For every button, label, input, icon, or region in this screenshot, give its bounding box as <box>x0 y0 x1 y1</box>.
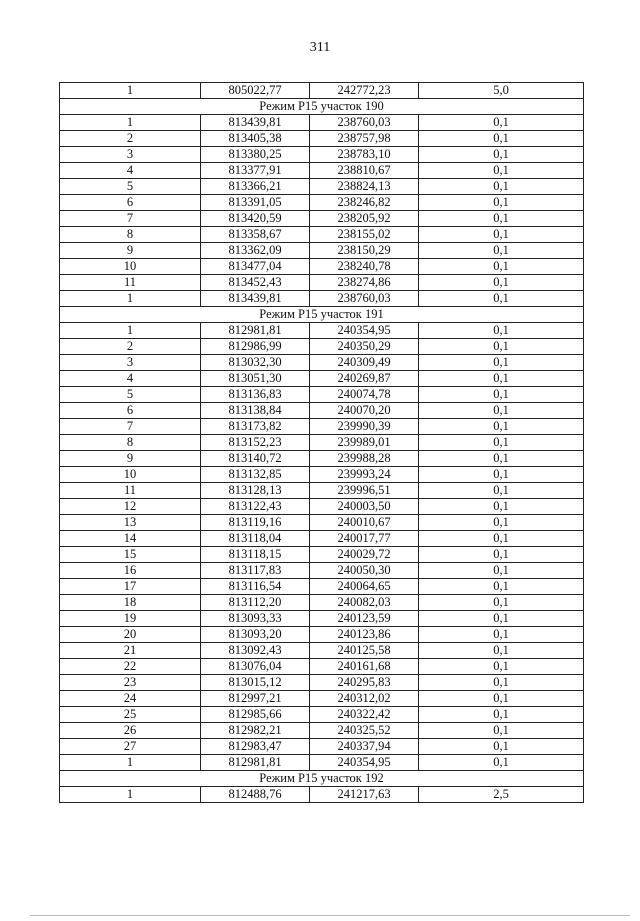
x-coordinate-cell: 813439,81 <box>201 291 310 307</box>
section-title: Режим Р15 участок 191 <box>60 307 584 323</box>
x-coordinate-cell: 813116,54 <box>201 579 310 595</box>
point-number-cell: 7 <box>60 419 201 435</box>
y-coordinate-cell: 240123,59 <box>310 611 419 627</box>
y-coordinate-cell: 240010,67 <box>310 515 419 531</box>
x-coordinate-cell: 813015,12 <box>201 675 310 691</box>
x-coordinate-cell: 813152,23 <box>201 435 310 451</box>
y-coordinate-cell: 238757,98 <box>310 131 419 147</box>
value-cell: 0,1 <box>419 643 584 659</box>
section-header-row <box>60 307 584 323</box>
value-cell: 0,1 <box>419 691 584 707</box>
x-coordinate-cell: 812983,47 <box>201 739 310 755</box>
point-number-cell: 11 <box>60 483 201 499</box>
value-cell: 0,1 <box>419 675 584 691</box>
point-number-cell: 23 <box>60 675 201 691</box>
y-coordinate-cell: 240074,78 <box>310 387 419 403</box>
y-coordinate-cell: 238150,29 <box>310 243 419 259</box>
y-coordinate-cell: 240003,50 <box>310 499 419 515</box>
value-cell: 0,1 <box>419 595 584 611</box>
point-number-cell: 6 <box>60 195 201 211</box>
value-cell: 0,1 <box>419 419 584 435</box>
point-number-cell: 9 <box>60 243 201 259</box>
value-cell: 0,1 <box>419 403 584 419</box>
value-cell: 0,1 <box>419 515 584 531</box>
section-header-row <box>60 771 584 787</box>
point-number-cell: 8 <box>60 435 201 451</box>
x-coordinate-cell: 813076,04 <box>201 659 310 675</box>
x-coordinate-cell: 812982,21 <box>201 723 310 739</box>
y-coordinate-cell: 238246,82 <box>310 195 419 211</box>
value-cell: 0,1 <box>419 211 584 227</box>
point-number-cell: 15 <box>60 547 201 563</box>
point-number-cell: 1 <box>60 83 201 99</box>
x-coordinate-cell: 813092,43 <box>201 643 310 659</box>
y-coordinate-cell: 239990,39 <box>310 419 419 435</box>
point-number-cell: 1 <box>60 291 201 307</box>
point-number-cell: 12 <box>60 499 201 515</box>
y-coordinate-cell: 238810,67 <box>310 163 419 179</box>
value-cell: 0,1 <box>419 323 584 339</box>
y-coordinate-cell: 240064,65 <box>310 579 419 595</box>
table-row <box>60 723 584 739</box>
point-number-cell: 1 <box>60 323 201 339</box>
x-coordinate-cell: 813477,04 <box>201 259 310 275</box>
y-coordinate-cell: 238760,03 <box>310 291 419 307</box>
x-coordinate-cell: 813366,21 <box>201 179 310 195</box>
table-row <box>60 547 584 563</box>
y-coordinate-cell: 240029,72 <box>310 547 419 563</box>
value-cell: 0,1 <box>419 195 584 211</box>
point-number-cell: 4 <box>60 371 201 387</box>
y-coordinate-cell: 240354,95 <box>310 323 419 339</box>
point-number-cell: 9 <box>60 451 201 467</box>
point-number-cell: 2 <box>60 131 201 147</box>
y-coordinate-cell: 238274,86 <box>310 275 419 291</box>
y-coordinate-cell: 238783,10 <box>310 147 419 163</box>
value-cell: 0,1 <box>419 627 584 643</box>
x-coordinate-cell: 813405,38 <box>201 131 310 147</box>
x-coordinate-cell: 812981,81 <box>201 755 310 771</box>
table-row <box>60 435 584 451</box>
value-cell: 0,1 <box>419 131 584 147</box>
table-row <box>60 355 584 371</box>
x-coordinate-cell: 813420,59 <box>201 211 310 227</box>
table-row <box>60 499 584 515</box>
x-coordinate-cell: 813380,25 <box>201 147 310 163</box>
point-number-cell: 3 <box>60 355 201 371</box>
x-coordinate-cell: 812986,99 <box>201 339 310 355</box>
y-coordinate-cell: 240161,68 <box>310 659 419 675</box>
table-row <box>60 739 584 755</box>
table-row <box>60 675 584 691</box>
table-row <box>60 387 584 403</box>
y-coordinate-cell: 240309,49 <box>310 355 419 371</box>
y-coordinate-cell: 240125,58 <box>310 643 419 659</box>
y-coordinate-cell: 238240,78 <box>310 259 419 275</box>
x-coordinate-cell: 813112,20 <box>201 595 310 611</box>
table-row <box>60 147 584 163</box>
table-row <box>60 691 584 707</box>
point-number-cell: 17 <box>60 579 201 595</box>
y-coordinate-cell: 240082,03 <box>310 595 419 611</box>
value-cell: 0,1 <box>419 483 584 499</box>
table-row <box>60 115 584 131</box>
x-coordinate-cell: 812488,76 <box>201 787 310 803</box>
x-coordinate-cell: 813128,13 <box>201 483 310 499</box>
table-row <box>60 275 584 291</box>
point-number-cell: 3 <box>60 147 201 163</box>
y-coordinate-cell: 239996,51 <box>310 483 419 499</box>
y-coordinate-cell: 240050,30 <box>310 563 419 579</box>
table-row <box>60 531 584 547</box>
x-coordinate-cell: 813117,83 <box>201 563 310 579</box>
table-row <box>60 163 584 179</box>
table-row <box>60 291 584 307</box>
x-coordinate-cell: 813093,33 <box>201 611 310 627</box>
table-row <box>60 515 584 531</box>
page-bottom-rule <box>30 915 630 916</box>
point-number-cell: 16 <box>60 563 201 579</box>
point-number-cell: 6 <box>60 403 201 419</box>
point-number-cell: 7 <box>60 211 201 227</box>
point-number-cell: 26 <box>60 723 201 739</box>
value-cell: 0,1 <box>419 499 584 515</box>
point-number-cell: 5 <box>60 387 201 403</box>
coordinates-table-body <box>60 83 584 803</box>
table-row <box>60 467 584 483</box>
table-row <box>60 579 584 595</box>
value-cell: 0,1 <box>419 259 584 275</box>
table-row <box>60 611 584 627</box>
value-cell: 0,1 <box>419 147 584 163</box>
value-cell: 0,1 <box>419 547 584 563</box>
y-coordinate-cell: 240354,95 <box>310 755 419 771</box>
x-coordinate-cell: 813051,30 <box>201 371 310 387</box>
value-cell: 2,5 <box>419 787 584 803</box>
point-number-cell: 13 <box>60 515 201 531</box>
value-cell: 0,1 <box>419 275 584 291</box>
table-row <box>60 371 584 387</box>
table-row <box>60 643 584 659</box>
value-cell: 0,1 <box>419 659 584 675</box>
point-number-cell: 1 <box>60 787 201 803</box>
y-coordinate-cell: 241217,63 <box>310 787 419 803</box>
value-cell: 0,1 <box>419 179 584 195</box>
y-coordinate-cell: 240325,52 <box>310 723 419 739</box>
point-number-cell: 4 <box>60 163 201 179</box>
value-cell: 0,1 <box>419 339 584 355</box>
x-coordinate-cell: 813119,16 <box>201 515 310 531</box>
value-cell: 0,1 <box>419 531 584 547</box>
table-row <box>60 787 584 803</box>
x-coordinate-cell: 813439,81 <box>201 115 310 131</box>
table-row <box>60 211 584 227</box>
point-number-cell: 1 <box>60 115 201 131</box>
y-coordinate-cell: 239993,24 <box>310 467 419 483</box>
table-row <box>60 179 584 195</box>
y-coordinate-cell: 238760,03 <box>310 115 419 131</box>
value-cell: 0,1 <box>419 755 584 771</box>
point-number-cell: 22 <box>60 659 201 675</box>
y-coordinate-cell: 240312,02 <box>310 691 419 707</box>
table-row <box>60 339 584 355</box>
point-number-cell: 18 <box>60 595 201 611</box>
y-coordinate-cell: 240337,94 <box>310 739 419 755</box>
table-row <box>60 195 584 211</box>
x-coordinate-cell: 813452,43 <box>201 275 310 291</box>
point-number-cell: 27 <box>60 739 201 755</box>
value-cell: 5,0 <box>419 83 584 99</box>
point-number-cell: 20 <box>60 627 201 643</box>
value-cell: 0,1 <box>419 355 584 371</box>
table-row <box>60 259 584 275</box>
point-number-cell: 2 <box>60 339 201 355</box>
value-cell: 0,1 <box>419 371 584 387</box>
y-coordinate-cell: 240123,86 <box>310 627 419 643</box>
table-row <box>60 595 584 611</box>
x-coordinate-cell: 813362,09 <box>201 243 310 259</box>
x-coordinate-cell: 813093,20 <box>201 627 310 643</box>
coordinates-table <box>59 82 584 803</box>
y-coordinate-cell: 240017,77 <box>310 531 419 547</box>
y-coordinate-cell: 240269,87 <box>310 371 419 387</box>
table-row <box>60 227 584 243</box>
x-coordinate-cell: 813122,43 <box>201 499 310 515</box>
y-coordinate-cell: 238155,02 <box>310 227 419 243</box>
y-coordinate-cell: 240070,20 <box>310 403 419 419</box>
table-row <box>60 451 584 467</box>
x-coordinate-cell: 813118,04 <box>201 531 310 547</box>
y-coordinate-cell: 240295,83 <box>310 675 419 691</box>
point-number-cell: 8 <box>60 227 201 243</box>
point-number-cell: 10 <box>60 467 201 483</box>
value-cell: 0,1 <box>419 723 584 739</box>
value-cell: 0,1 <box>419 435 584 451</box>
y-coordinate-cell: 239988,28 <box>310 451 419 467</box>
x-coordinate-cell: 813358,67 <box>201 227 310 243</box>
table-row <box>60 563 584 579</box>
value-cell: 0,1 <box>419 467 584 483</box>
x-coordinate-cell: 805022,77 <box>201 83 310 99</box>
page-number: 311 <box>309 40 331 55</box>
x-coordinate-cell: 812985,66 <box>201 707 310 723</box>
point-number-cell: 10 <box>60 259 201 275</box>
x-coordinate-cell: 813136,83 <box>201 387 310 403</box>
section-title: Режим Р15 участок 190 <box>60 99 584 115</box>
table-row <box>60 83 584 99</box>
x-coordinate-cell: 812981,81 <box>201 323 310 339</box>
table-row <box>60 659 584 675</box>
value-cell: 0,1 <box>419 739 584 755</box>
point-number-cell: 14 <box>60 531 201 547</box>
value-cell: 0,1 <box>419 291 584 307</box>
point-number-cell: 25 <box>60 707 201 723</box>
x-coordinate-cell: 813138,84 <box>201 403 310 419</box>
x-coordinate-cell: 813140,72 <box>201 451 310 467</box>
y-coordinate-cell: 242772,23 <box>310 83 419 99</box>
table-row <box>60 419 584 435</box>
table-row <box>60 403 584 419</box>
value-cell: 0,1 <box>419 387 584 403</box>
y-coordinate-cell: 238824,13 <box>310 179 419 195</box>
y-coordinate-cell: 240350,29 <box>310 339 419 355</box>
table-row <box>60 627 584 643</box>
table-row <box>60 243 584 259</box>
point-number-cell: 19 <box>60 611 201 627</box>
value-cell: 0,1 <box>419 707 584 723</box>
y-coordinate-cell: 240322,42 <box>310 707 419 723</box>
y-coordinate-cell: 239989,01 <box>310 435 419 451</box>
x-coordinate-cell: 813118,15 <box>201 547 310 563</box>
x-coordinate-cell: 813132,85 <box>201 467 310 483</box>
value-cell: 0,1 <box>419 163 584 179</box>
point-number-cell: 1 <box>60 755 201 771</box>
x-coordinate-cell: 812997,21 <box>201 691 310 707</box>
value-cell: 0,1 <box>419 243 584 259</box>
table-row <box>60 131 584 147</box>
point-number-cell: 11 <box>60 275 201 291</box>
point-number-cell: 5 <box>60 179 201 195</box>
table-row <box>60 323 584 339</box>
x-coordinate-cell: 813032,30 <box>201 355 310 371</box>
y-coordinate-cell: 238205,92 <box>310 211 419 227</box>
x-coordinate-cell: 813173,82 <box>201 419 310 435</box>
x-coordinate-cell: 813391,05 <box>201 195 310 211</box>
table-row <box>60 483 584 499</box>
value-cell: 0,1 <box>419 451 584 467</box>
value-cell: 0,1 <box>419 227 584 243</box>
value-cell: 0,1 <box>419 563 584 579</box>
value-cell: 0,1 <box>419 115 584 131</box>
value-cell: 0,1 <box>419 611 584 627</box>
table-row <box>60 707 584 723</box>
x-coordinate-cell: 813377,91 <box>201 163 310 179</box>
section-title: Режим Р15 участок 192 <box>60 771 584 787</box>
point-number-cell: 24 <box>60 691 201 707</box>
section-header-row <box>60 99 584 115</box>
table-row <box>60 755 584 771</box>
value-cell: 0,1 <box>419 579 584 595</box>
point-number-cell: 21 <box>60 643 201 659</box>
